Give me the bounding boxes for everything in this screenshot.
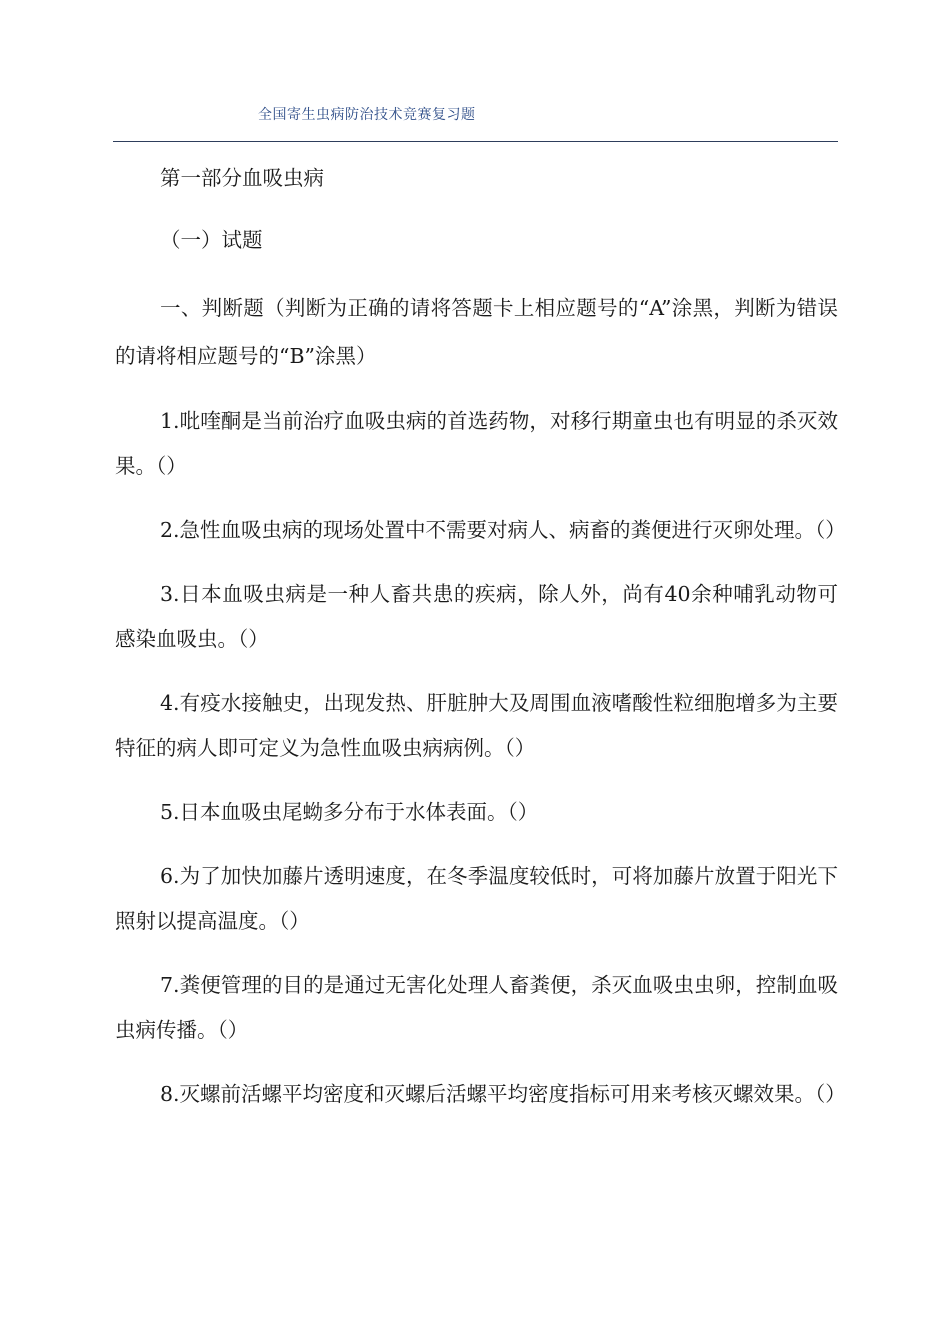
question-item: 1.吡喹酮是当前治疗血吸虫病的首选药物，对移行期童虫也有明显的杀灭效果。（） bbox=[115, 409, 838, 478]
running-header: 全国寄生虫病防治技术竞赛复习题 bbox=[258, 107, 476, 123]
question-item: 3.日本血吸虫病是一种人畜共患的疾病，除人外，尚有40余种哺乳动物可感染血吸虫。（） bbox=[115, 582, 838, 651]
part-title: 第一部分血吸虫病 bbox=[160, 166, 324, 190]
question-item: 7.粪便管理的目的是通过无害化处理人畜粪便，杀灭血吸虫虫卵，控制血吸虫病传播。（） bbox=[115, 973, 838, 1042]
section-title: （一）试题 bbox=[160, 228, 263, 252]
document-body bbox=[115, 160, 846, 1117]
question-item: 4.有疫水接触史，出现发热、肝脏肿大及周围血液嗜酸性粒细胞增多为主要特征的病人即可定义为急性血吸虫病病例。（） bbox=[115, 691, 838, 760]
header-divider bbox=[113, 141, 838, 142]
question-item: 6.为了加快加藤片透明速度，在冬季温度较低时，可将加藤片放置于阳光下照射以提高温度。（） bbox=[115, 864, 838, 933]
question-item: 2.急性血吸虫病的现场处置中不需要对病人、病畜的粪便进行灭卵处理。（） bbox=[160, 518, 846, 542]
instruction-paragraph: 一、判断题（判断为正确的请将答题卡上相应题号的“A”涂黑，判断为错误的请将相应题号的“B”涂黑） bbox=[115, 296, 838, 368]
question-list bbox=[115, 399, 846, 1117]
question-item: 8.灭螺前活螺平均密度和灭螺后活螺平均密度指标可用来考核灭螺效果。（） bbox=[160, 1082, 846, 1106]
question-item: 5.日本血吸虫尾蚴多分布于水体表面。（） bbox=[160, 800, 539, 824]
